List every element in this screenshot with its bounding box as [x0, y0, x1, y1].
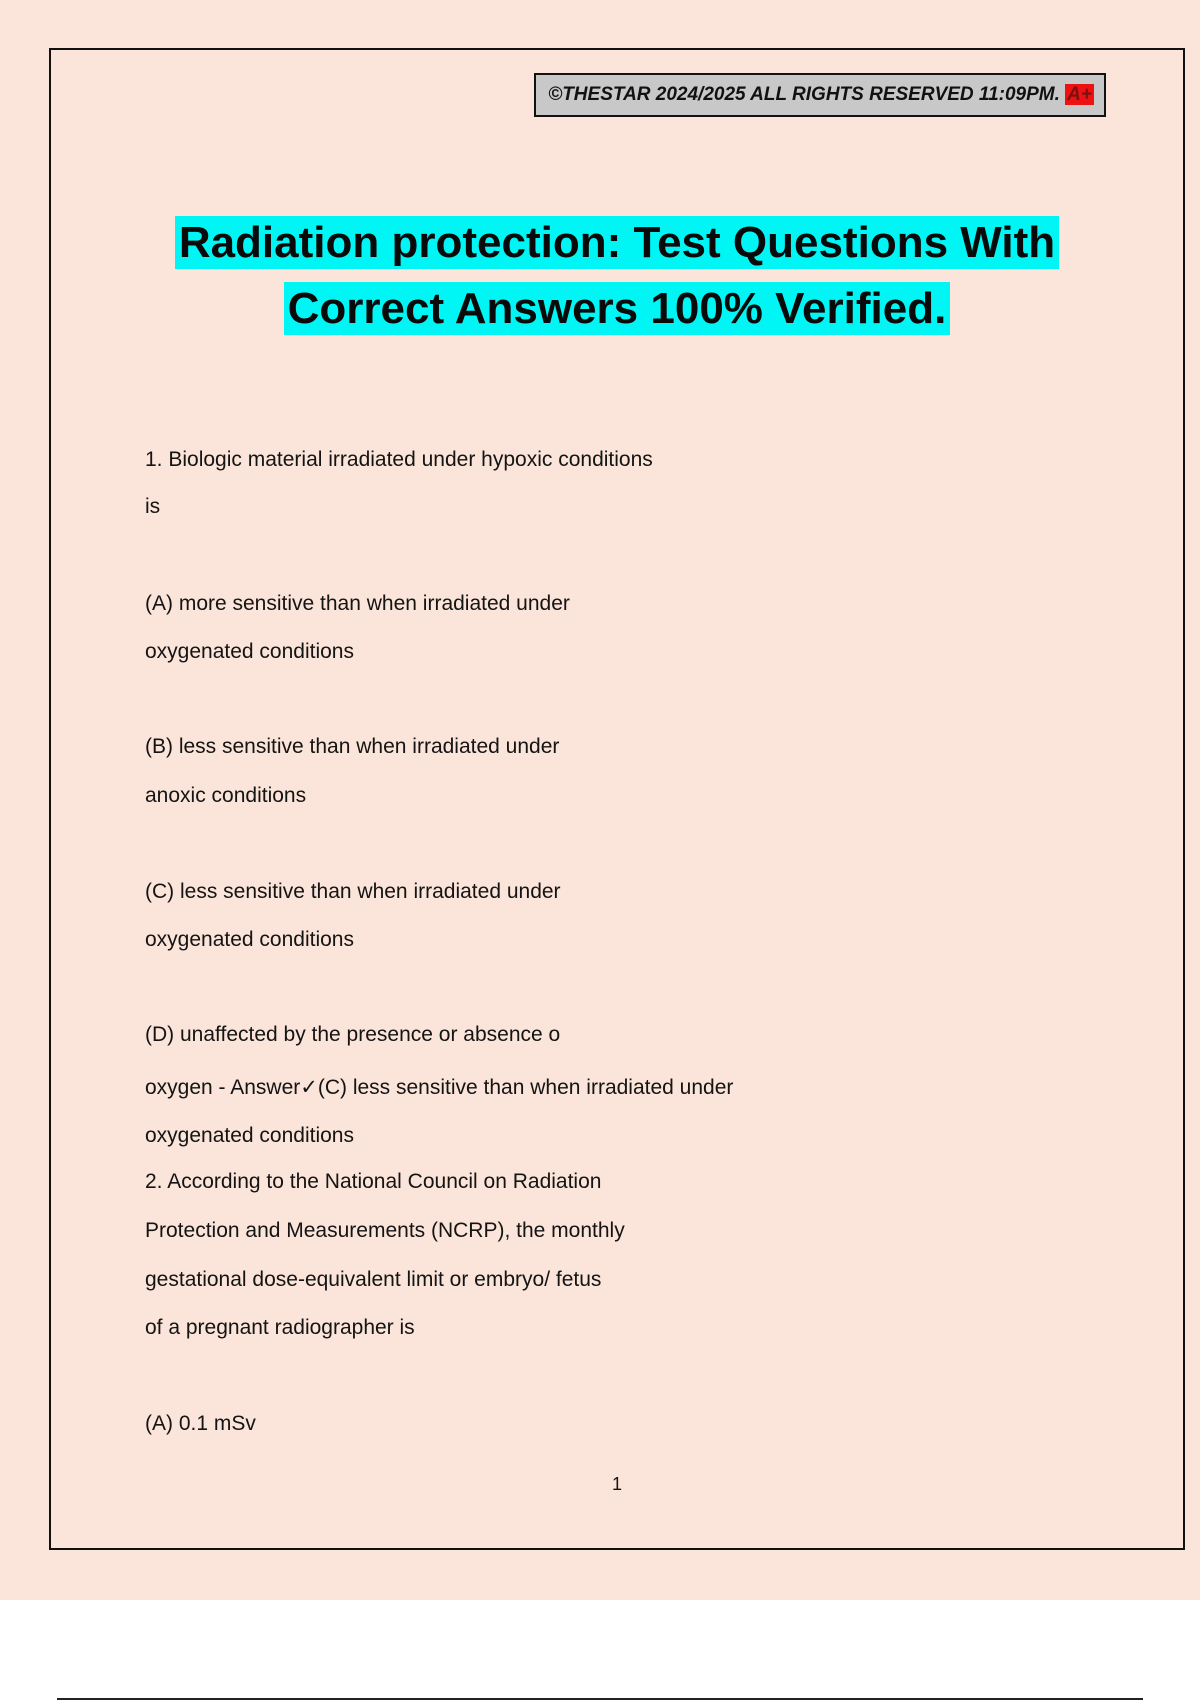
document-title: [0, 210, 1200, 342]
title-line-2: Correct Answers 100% Verified.: [284, 282, 951, 335]
title-line-1: Radiation protection: Test Questions With: [175, 216, 1059, 269]
question-2-line-3: gestational dose-equivalent limit or embryo/ fetus: [145, 1268, 602, 1291]
option-a-line-1: (A) more sensitive than when irradiated under: [145, 592, 570, 615]
question-2-option-a: (A) 0.1 mSv: [145, 1412, 256, 1435]
copyright-text: ©THESTAR 2024/2025 ALL RIGHTS RESERVED 11:09PM.: [548, 84, 1060, 105]
copyright-banner: [534, 73, 1106, 117]
option-c-line-2: oxygenated conditions: [145, 928, 354, 951]
question-1-line-1: 1. Biologic material irradiated under hypoxic conditions: [145, 448, 653, 471]
question-1-line-2: is: [145, 495, 161, 518]
page-number: 1: [611, 1474, 622, 1494]
option-c-line-1: (C) less sensitive than when irradiated under: [145, 880, 561, 903]
option-d-line-1: (D) unaffected by the presence or absence o: [145, 1023, 561, 1046]
option-b-line-1: (B) less sensitive than when irradiated under: [145, 735, 560, 758]
grade-mark: A+: [1067, 84, 1092, 105]
question-2-line-4: of a pregnant radiographer is: [145, 1316, 415, 1339]
question-2-line-1: 2. According to the National Council on Radiation: [145, 1170, 602, 1193]
answer-line-2: oxygenated conditions: [145, 1124, 354, 1147]
answer-line-1: oxygen - Answer✓(C) less sensitive than when irradiated under: [145, 1076, 734, 1099]
option-a-line-2: oxygenated conditions: [145, 640, 354, 663]
option-b-line-2: anoxic conditions: [145, 784, 307, 807]
question-2-line-2: Protection and Measurements (NCRP), the monthly: [145, 1219, 625, 1242]
